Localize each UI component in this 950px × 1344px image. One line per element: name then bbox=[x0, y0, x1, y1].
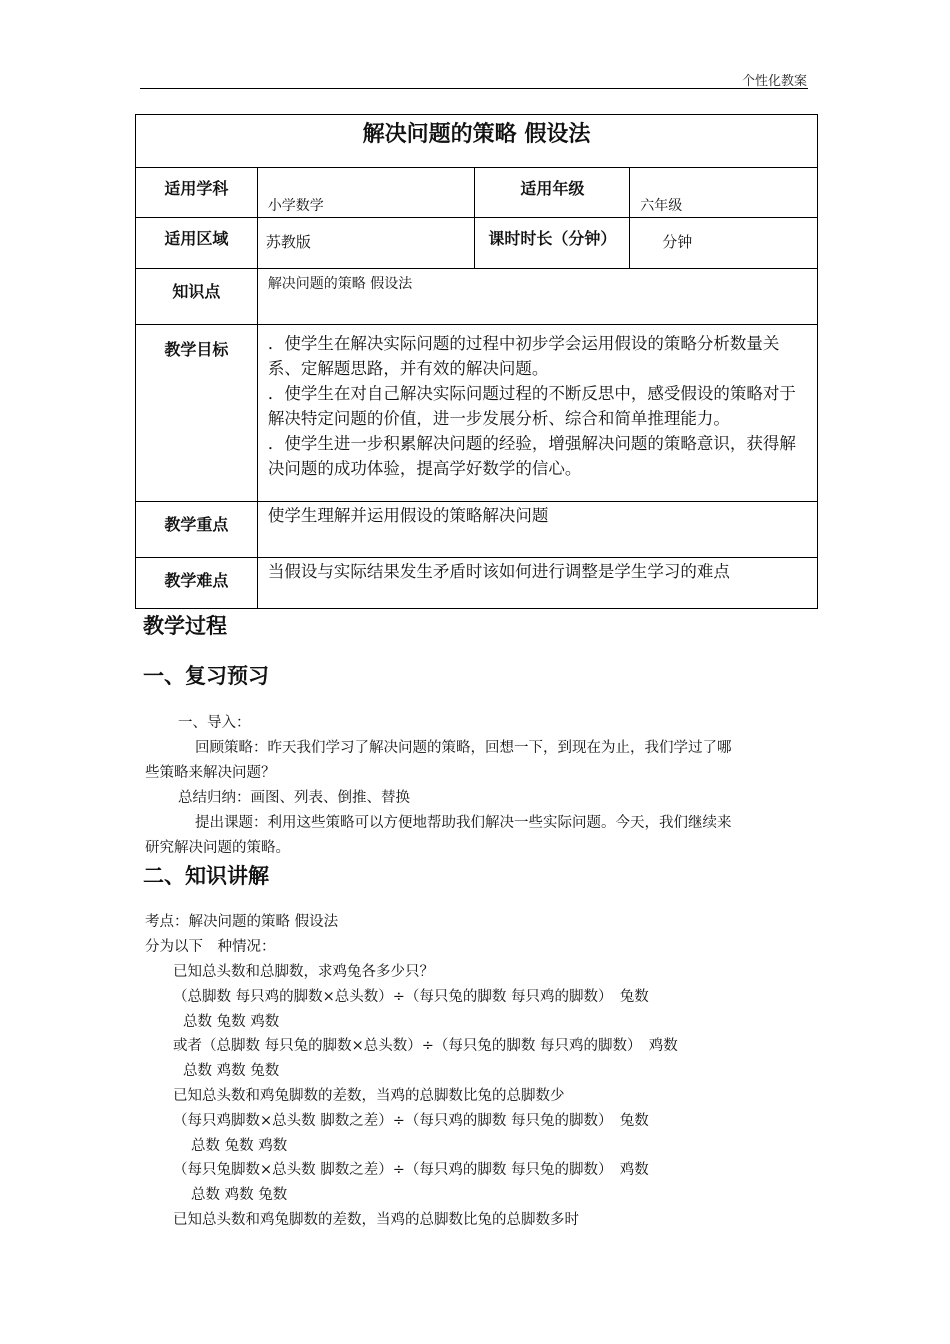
review-line: 总结归纳：画图、列表、倒推、替换 bbox=[178, 790, 410, 806]
table-title: 解决问题的策略 假设法 bbox=[136, 115, 818, 168]
difficulty-value: 当假设与实际结果发生矛盾时该如何进行调整是学生学习的难点 bbox=[257, 558, 817, 609]
knowledge-line: 总数 鸡数 兔数 bbox=[191, 1187, 288, 1203]
goals-label: 教学目标 bbox=[136, 325, 258, 502]
knowledge-value: 解决问题的策略 假设法 bbox=[257, 269, 817, 325]
knowledge-line: 考点：解决问题的策略 假设法 bbox=[145, 914, 339, 930]
region-label: 适用区域 bbox=[136, 218, 258, 269]
info-table bbox=[135, 114, 818, 609]
review-line: 提出课题：利用这些策略可以方便地帮助我们解决一些实际问题。今天，我们继续来 bbox=[195, 815, 732, 831]
goal-item: ．使学生进一步积累解决问题的经验，增强解决问题的策略意识，获得解决问题的成功体验，提高学好数学的信心。 bbox=[267, 434, 796, 478]
knowledge-line: （每只鸡脚数×总头数 脚数之差）÷（每只鸡的脚数 每只兔的脚数） 兔数 bbox=[173, 1113, 649, 1129]
goals-cell bbox=[257, 325, 817, 502]
section-process: 教学过程 bbox=[143, 614, 227, 638]
difficulty-label: 教学难点 bbox=[136, 558, 258, 609]
duration-label: 课时时长（分钟） bbox=[475, 218, 630, 269]
review-line: 研究解决问题的策略。 bbox=[145, 840, 290, 856]
key-label: 教学重点 bbox=[136, 502, 258, 558]
knowledge-line: 已知总头数和鸡兔脚数的差数，当鸡的总脚数比兔的总脚数少 bbox=[173, 1088, 565, 1104]
section-knowledge: 二、知识讲解 bbox=[143, 864, 269, 888]
knowledge-line: 总数 鸡数 兔数 bbox=[183, 1063, 280, 1079]
knowledge-line: 或者（总脚数 每只兔的脚数×总头数）÷（每只兔的脚数 每只鸡的脚数） 鸡数 bbox=[173, 1038, 678, 1054]
knowledge-label: 知识点 bbox=[136, 269, 258, 325]
goal-item: ．使学生在对自己解决实际问题过程的不断反思中，感受假设的策略对于解决特定问题的价值，进一步发展分析、综合和简单推理能力。 bbox=[267, 384, 796, 428]
review-line: 些策略来解决问题？ bbox=[145, 765, 276, 781]
knowledge-line: （每只兔脚数×总头数 脚数之差）÷（每只鸡的脚数 每只兔的脚数） 鸡数 bbox=[173, 1162, 649, 1178]
goal-item: ．使学生在解决实际问题的过程中初步学会运用假设的策略分析数量关系、定解题思路，并有效的解决问题。 bbox=[267, 334, 780, 378]
knowledge-line: 总数 兔数 鸡数 bbox=[191, 1138, 288, 1154]
header-label: 个性化教案 bbox=[741, 74, 807, 89]
grade-value: 六年级 bbox=[630, 168, 818, 218]
review-line: 一、导入： bbox=[178, 715, 251, 731]
region-value: 苏教版 bbox=[257, 218, 475, 269]
duration-value: 分钟 bbox=[630, 218, 818, 269]
key-value: 使学生理解并运用假设的策略解决问题 bbox=[257, 502, 817, 558]
header-rule bbox=[140, 88, 808, 89]
knowledge-line: 总数 兔数 鸡数 bbox=[183, 1014, 280, 1030]
review-line: 回顾策略：昨天我们学习了解决问题的策略，回想一下，到现在为止，我们学过了哪 bbox=[195, 740, 732, 756]
subject-value: 小学数学 bbox=[257, 168, 475, 218]
knowledge-line: 已知总头数和鸡兔脚数的差数，当鸡的总脚数比兔的总脚数多时 bbox=[173, 1212, 579, 1228]
knowledge-line: 已知总头数和总脚数，求鸡兔各多少只？ bbox=[173, 964, 434, 980]
knowledge-line: 分为以下 种情况： bbox=[145, 939, 276, 955]
subject-label: 适用学科 bbox=[136, 168, 258, 218]
grade-label: 适用年级 bbox=[475, 168, 630, 218]
section-review: 一、复习预习 bbox=[143, 664, 269, 688]
knowledge-line: （总脚数 每只鸡的脚数×总头数）÷（每只兔的脚数 每只鸡的脚数） 兔数 bbox=[173, 989, 649, 1005]
